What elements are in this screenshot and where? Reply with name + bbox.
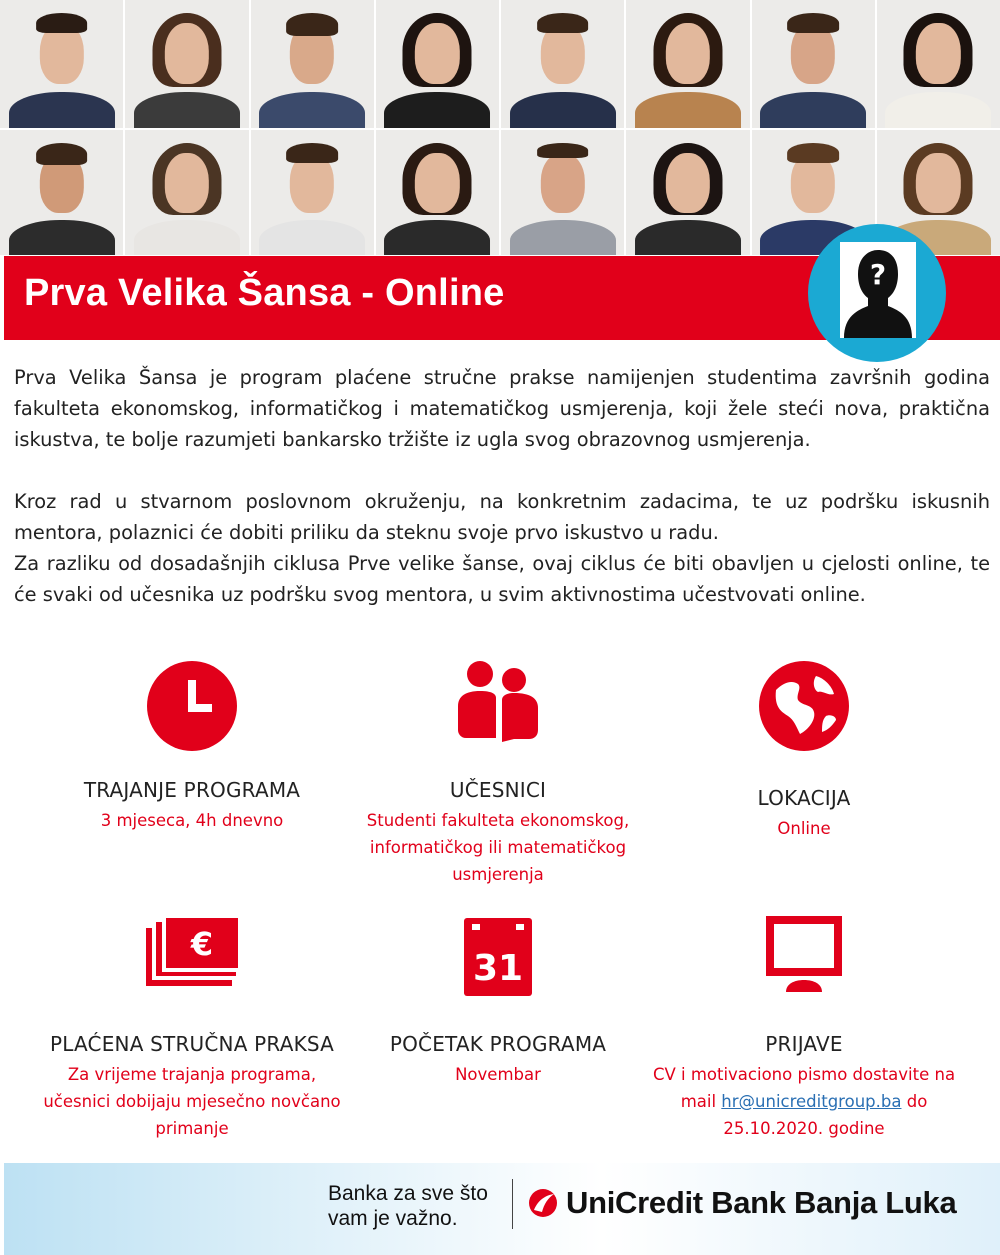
- person-photo: [251, 130, 374, 255]
- clock-icon: [146, 660, 238, 752]
- svg-text:€: €: [190, 925, 214, 963]
- brand-name: UniCredit Bank Banja Luka: [566, 1185, 957, 1220]
- person-photo: [376, 0, 499, 128]
- calendar-day: 31: [472, 948, 524, 989]
- brand-logo: [528, 1185, 956, 1221]
- monitor-icon: [764, 914, 844, 992]
- intro-paragraph-1: Prva Velika Šansa je program plaćene stručne prakse namijenjen studentima završnih godina fakulteta ekonomskog, informatičkog i matematičkog usmjerenja, koji žele steći nova, praktična iskustva, te bolje razumjeti bankarsko tržište iz ugla svog obrazovnog usmjerenja.: [14, 366, 990, 451]
- person-photo: [376, 130, 499, 255]
- mystery-person-icon: [840, 242, 916, 338]
- person-photo: [501, 0, 624, 128]
- feature-description: Novembar: [455, 1065, 541, 1084]
- person-photo: [125, 0, 248, 128]
- feature-title: POČETAK PROGRAMA: [389, 1032, 607, 1056]
- feature-title: TRAJANJE PROGRAMA: [83, 778, 301, 802]
- intro-paragraph-3: Za razliku od dosadašnjih ciklusa Prve velike šanse, ovaj ciklus će biti obavljen u cjelosti online, te će svaki od učesnika uz podršku svog mentora, u svim aktivnostima učestvovati online.: [14, 552, 990, 606]
- euro-banknote-icon: [144, 918, 240, 988]
- person-photo: [626, 130, 749, 255]
- feature-title: LOKACIJA: [757, 786, 851, 810]
- photo-grid: [0, 0, 1000, 255]
- intro-paragraph-2: Kroz rad u stvarnom poslovnom okruženju, na konkretnim zadacima, te uz podršku iskusnih mentora, polaznici će dobiti priliku da steknu svoje prvo iskustvo u radu.: [14, 490, 990, 544]
- person-photo: [251, 0, 374, 128]
- footer-divider: [512, 1179, 513, 1229]
- people-icon: [456, 660, 540, 742]
- unicredit-logo-icon: [528, 1188, 558, 1218]
- feature-title: UČESNICI: [449, 778, 547, 802]
- slogan-line-2: vam je važno.: [328, 1207, 458, 1230]
- feature-paid-internship: [32, 918, 352, 1148]
- unknown-person-badge: [808, 224, 946, 362]
- person-photo: [501, 130, 624, 255]
- svg-text:?: ?: [869, 258, 887, 291]
- slogan-line-1: Banka za sve što: [328, 1182, 488, 1205]
- email-link[interactable]: hr@unicreditgroup.ba: [721, 1092, 902, 1111]
- feature-description: 3 mjeseca, 4h dnevno: [100, 811, 284, 830]
- feature-description: [644, 1061, 964, 1142]
- feature-description: Online: [777, 819, 831, 838]
- feature-title: PRIJAVE: [765, 1032, 843, 1056]
- calendar-icon: [462, 916, 534, 998]
- footer-slogan: [328, 1181, 488, 1231]
- person-photo: [0, 130, 123, 255]
- person-photo: [0, 0, 123, 128]
- feature-location: [644, 660, 964, 860]
- person-photo: [626, 0, 749, 128]
- page-title: Prva Velika Šansa - Online: [24, 272, 505, 314]
- apply-text: CV i motivaciono pismo dostavite na mail: [652, 1065, 956, 1111]
- person-photo: [752, 0, 875, 128]
- person-photo: [125, 130, 248, 255]
- feature-duration: [32, 660, 352, 860]
- feature-title: PLAĆENA STRUČNA PRAKSA: [49, 1032, 335, 1056]
- person-photo: [877, 0, 1000, 128]
- feature-participants: [338, 660, 658, 890]
- feature-program-start: [338, 916, 658, 1116]
- footer: [4, 1163, 1000, 1255]
- feature-description: Studenti fakulteta ekonomskog, informatičkog ili matematičkog usmjerenja: [366, 811, 630, 884]
- globe-icon: [758, 660, 850, 752]
- feature-applications: [644, 914, 964, 1144]
- apply-deadline: do 25.10.2020. godine: [723, 1092, 928, 1138]
- feature-description: Za vrijeme trajanja programa, učesnici dobijaju mjesečno novčano primanje: [43, 1065, 341, 1138]
- photo-row-top: [0, 0, 1000, 128]
- intro-text: [14, 362, 990, 610]
